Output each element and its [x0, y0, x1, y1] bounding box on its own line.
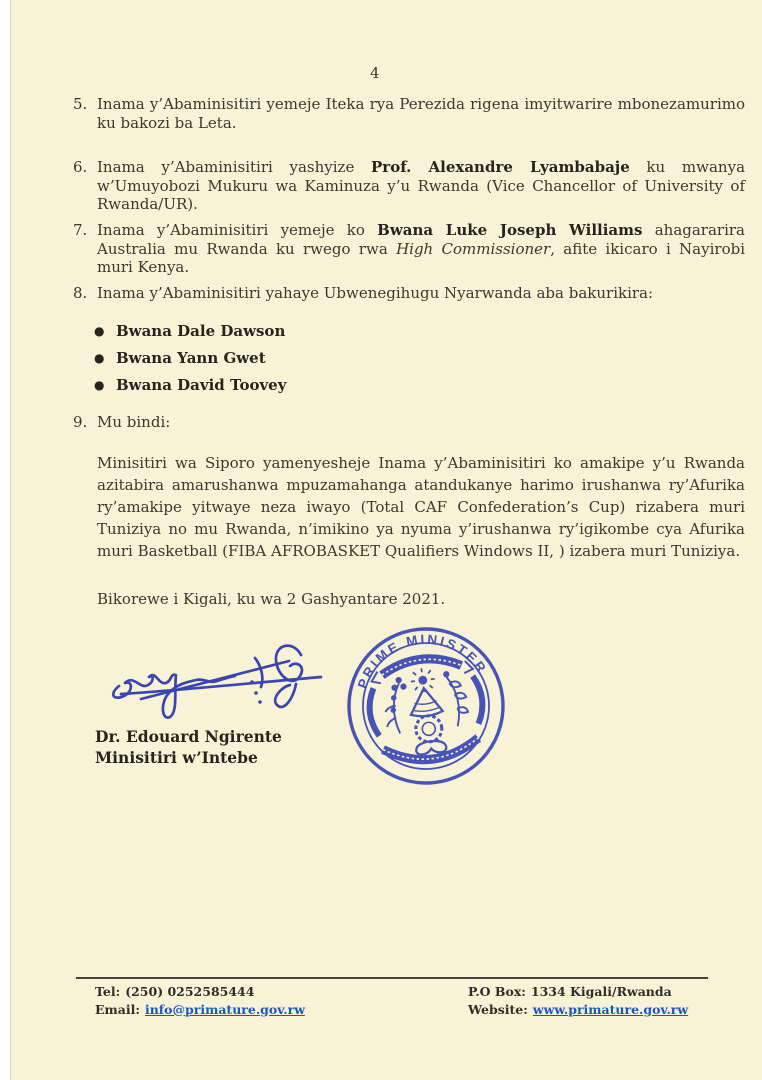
citizen-name: Bwana Dale Dawson [116, 322, 286, 340]
email-link[interactable]: info@primature.gov.rw [144, 1001, 305, 1017]
signature-dot [250, 680, 254, 684]
list-item-text: Inama y’Abaminisitiri yahaye Ubwenegihugu Nyarwanda aba bakurikira: [97, 284, 654, 302]
seal-right-crescent [473, 675, 485, 723]
list-item-text: Inama y’Abaminisitiri yemeje ko Bwana Luke Joseph Williams ahagararira Australia mu Rwanda ku rwego rwa High Commissioner, afite ikicaro i Nayirobi muri Kenya. [97, 221, 745, 277]
footer-tel-line [95, 983, 305, 1001]
signer-name: Dr. Edouard Ngirente [95, 727, 282, 746]
citizen-name: Bwana David Toovey [116, 376, 287, 394]
list-item-9 [73, 413, 745, 432]
footer-pobox-line [468, 983, 688, 1001]
footer-divider [76, 977, 708, 979]
signature-scribble [113, 675, 235, 718]
list-item [94, 349, 594, 376]
tel-label: Tel: [95, 984, 121, 999]
prime-minister-seal [340, 618, 512, 790]
list-item-number: 8. [73, 284, 88, 302]
website-link[interactable]: www.primature.gov.rw [532, 1001, 689, 1017]
seal-coffee-branch [444, 670, 470, 727]
list-item-text: Inama y’Abaminisitiri yashyize Prof. Alexandre Lyambabaje ku mwanya w’Umuyobozi Mukuru wa Kaminuza y’u Rwanda (Vice Chancellor of University of Rwanda/UR). [97, 158, 746, 214]
page-number: 4 [370, 64, 381, 82]
seal-hut-icon [408, 686, 443, 718]
signer-block [95, 727, 282, 768]
bullet-icon: ● [94, 324, 105, 338]
list-item [94, 322, 594, 349]
footer-email-line [95, 1001, 305, 1019]
signature-dot [258, 700, 262, 704]
signature-cross-stroke [141, 661, 289, 699]
scan-edge [0, 0, 11, 1080]
seal-gear-icon [414, 714, 443, 743]
list-item-number: 7. [73, 221, 88, 239]
list-item-text: Mu bindi: [97, 413, 171, 431]
list-item-text: Inama y’Abaminisitiri yemeje Iteka rya Perezida rigena imyitwarire mbonezamurimo ku bakozi ba Leta. [97, 95, 745, 132]
other-matters-paragraph: Minisitiri wa Siporo yamenyesheje Inama y’Abaminisitiri ko amakipe y’u Rwanda azitabira amarushanwa mpuzamahanga atandukanye harimo irushanwa ry’Afurika ry’amakipe yitwaye neza iwayo (Total CAF Confederation’s Cup) rizabera muri Tuniziya no mu Rwanda, n’imikino ya nyuma y’irushanwa ry’igikombe cya Afurika muri Basketball (FIBA AFROBASKET Qualifiers Windows II, ) izabera muri Tuniziya. [97, 454, 745, 560]
tel-value: (250) 0252585444 [125, 984, 255, 999]
naturalized-citizens-list [94, 322, 594, 403]
list-item-number: 6. [73, 158, 88, 176]
pobox-label: P.O Box: [468, 984, 526, 999]
footer-website-line [468, 1001, 688, 1019]
signature-dot [254, 691, 258, 695]
citizen-name: Bwana Yann Gwet [116, 349, 266, 367]
footer-contact-right [468, 983, 688, 1018]
bullet-icon: ● [94, 351, 105, 365]
dateline: Bikorewe i Kigali, ku wa 2 Gashyantare 2021. [97, 590, 446, 608]
list-item-7 [73, 221, 745, 277]
email-label: Email: [95, 1001, 140, 1017]
list-item-5 [73, 95, 745, 132]
seal-gear-hub [422, 722, 436, 736]
seal-title-text: PRIME MINISTER [354, 631, 491, 691]
website-label: Website: [468, 1001, 528, 1017]
pobox-value: 1334 Kigali/Rwanda [530, 984, 672, 999]
bullet-icon: ● [94, 378, 105, 392]
list-item [94, 376, 594, 403]
list-item-number: 9. [73, 413, 88, 431]
signature-descender [275, 684, 296, 707]
signature-ink [103, 624, 331, 726]
seal-left-crescent [367, 688, 379, 736]
list-item-number: 5. [73, 95, 88, 113]
footer-contact-left [95, 983, 305, 1018]
list-item-8 [73, 284, 745, 303]
list-item-6 [73, 158, 746, 214]
signer-title: Minisitiri w’Intebe [95, 747, 258, 767]
seal-sorghum-branch [382, 677, 412, 735]
